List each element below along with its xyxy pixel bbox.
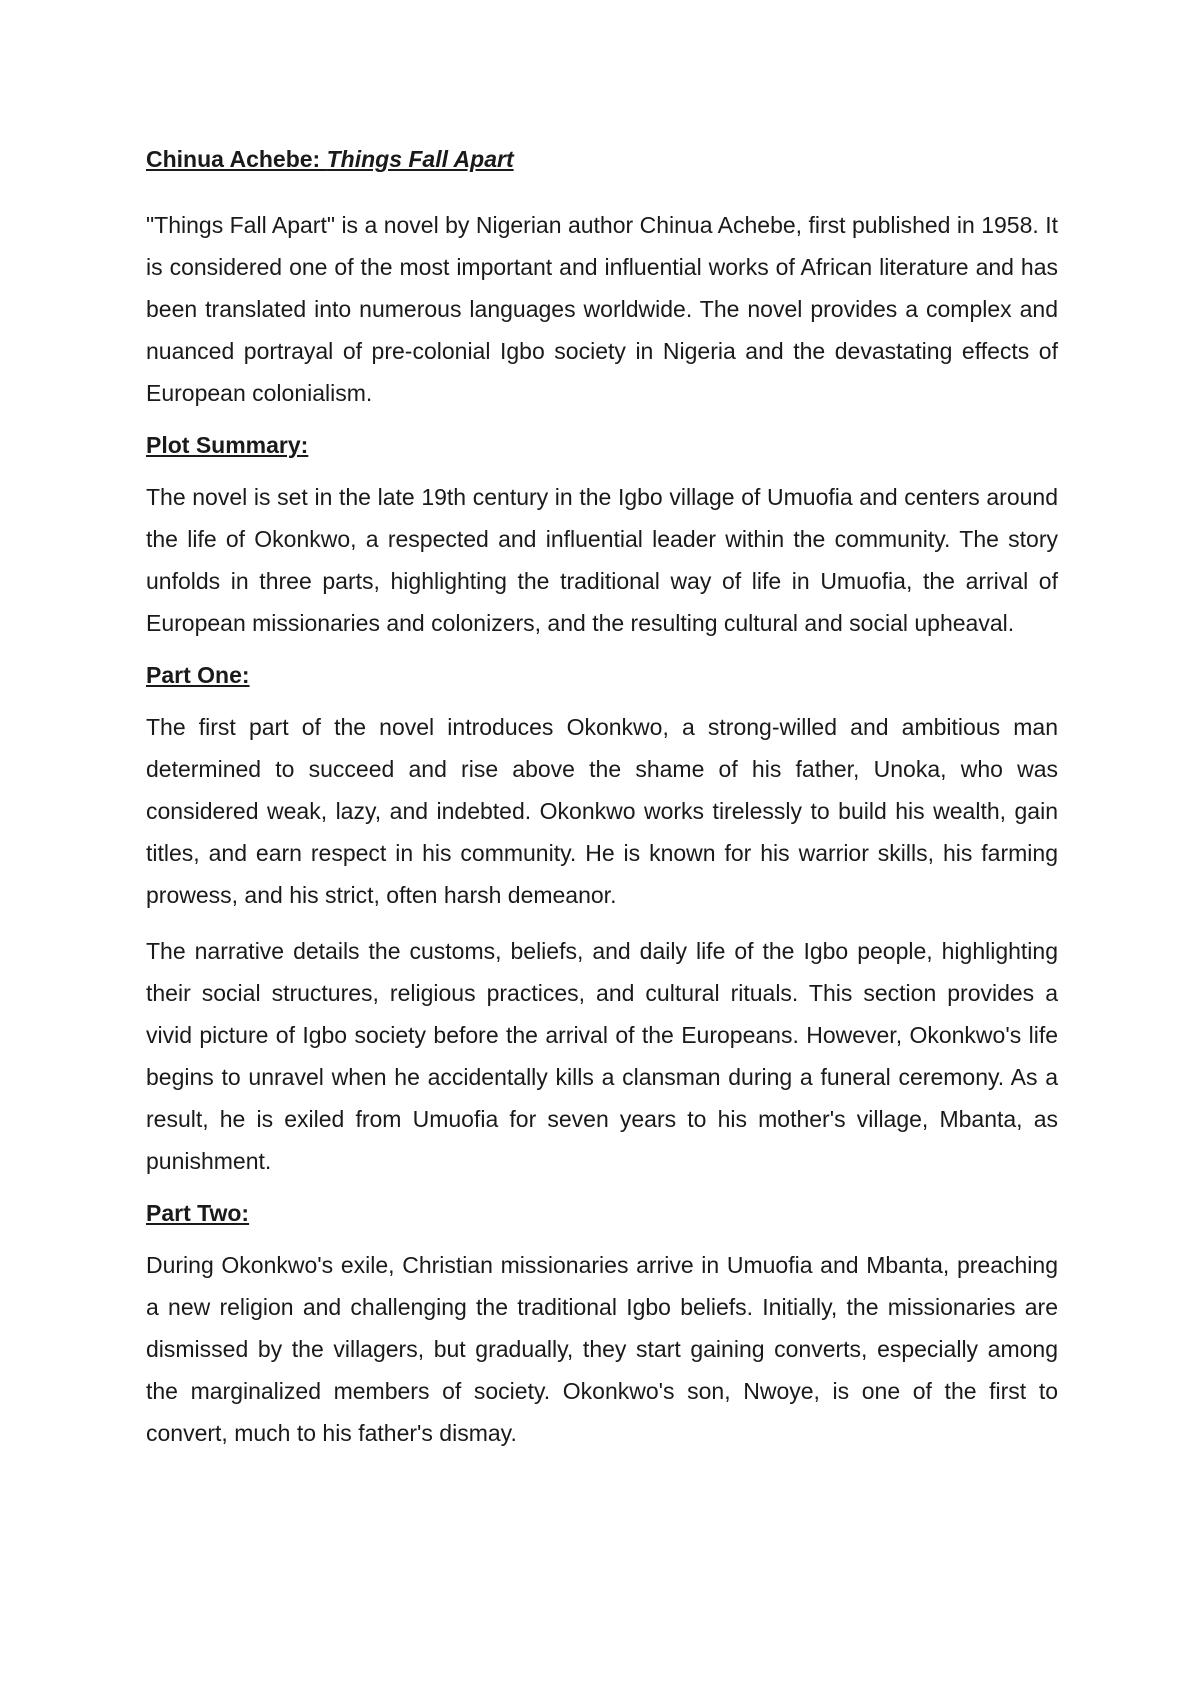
document-title (146, 142, 1058, 176)
section-heading-part-two: Part Two: (146, 1200, 250, 1226)
part-two-paragraph-1: During Okonkwo's exile, Christian missionaries arrive in Umuofia and Mbanta, preaching a new religion and challenging the traditional Igbo beliefs. Initially, the missionaries are dismissed by the villagers, but gradually, they start gaining converts, especially among the marginalized members of society. Okonkwo's son, Nwoye, is one of the first to convert, much to his father's dismay. (146, 1252, 1058, 1446)
document-page (146, 142, 1058, 1468)
title-work: Things Fall Apart (326, 146, 514, 172)
part-one-paragraph-1: The first part of the novel introduces Okonkwo, a strong-willed and ambitious man determined to succeed and rise above the shame of his father, Unoka, who was considered weak, lazy, and indebted. Okonkwo works tirelessly to build his wealth, gain titles, and earn respect in his community. He is known for his warrior skills, his farming prowess, and his strict, often harsh demeanor. (146, 714, 1058, 908)
intro-paragraph: "Things Fall Apart" is a novel by Nigerian author Chinua Achebe, first published in 1958. It is considered one of the most important and influential works of African literature and has been translated into numerous languages worldwide. The novel provides a complex and nuanced portrayal of pre-colonial Igbo society in Nigeria and the devastating effects of European colonialism. (146, 212, 1058, 406)
section-heading-plot-summary: Plot Summary: (146, 432, 309, 458)
plot-summary-paragraph: The novel is set in the late 19th century in the Igbo village of Umuofia and centers around the life of Okonkwo, a respected and influential leader within the community. The story unfolds in three parts, highlighting the traditional way of life in Umuofia, the arrival of European missionaries and colonizers, and the resulting cultural and social upheaval. (146, 484, 1058, 636)
title-author: Chinua Achebe: (146, 146, 327, 172)
part-one-paragraph-2: The narrative details the customs, beliefs, and daily life of the Igbo people, highlighting their social structures, religious practices, and cultural rituals. This section provides a vivid picture of Igbo society before the arrival of the Europeans. However, Okonkwo's life begins to unravel when he accidentally kills a clansman during a funeral ceremony. As a result, he is exiled from Umuofia for seven years to his mother's village, Mbanta, as punishment. (146, 938, 1058, 1174)
section-heading-part-one: Part One: (146, 662, 250, 688)
